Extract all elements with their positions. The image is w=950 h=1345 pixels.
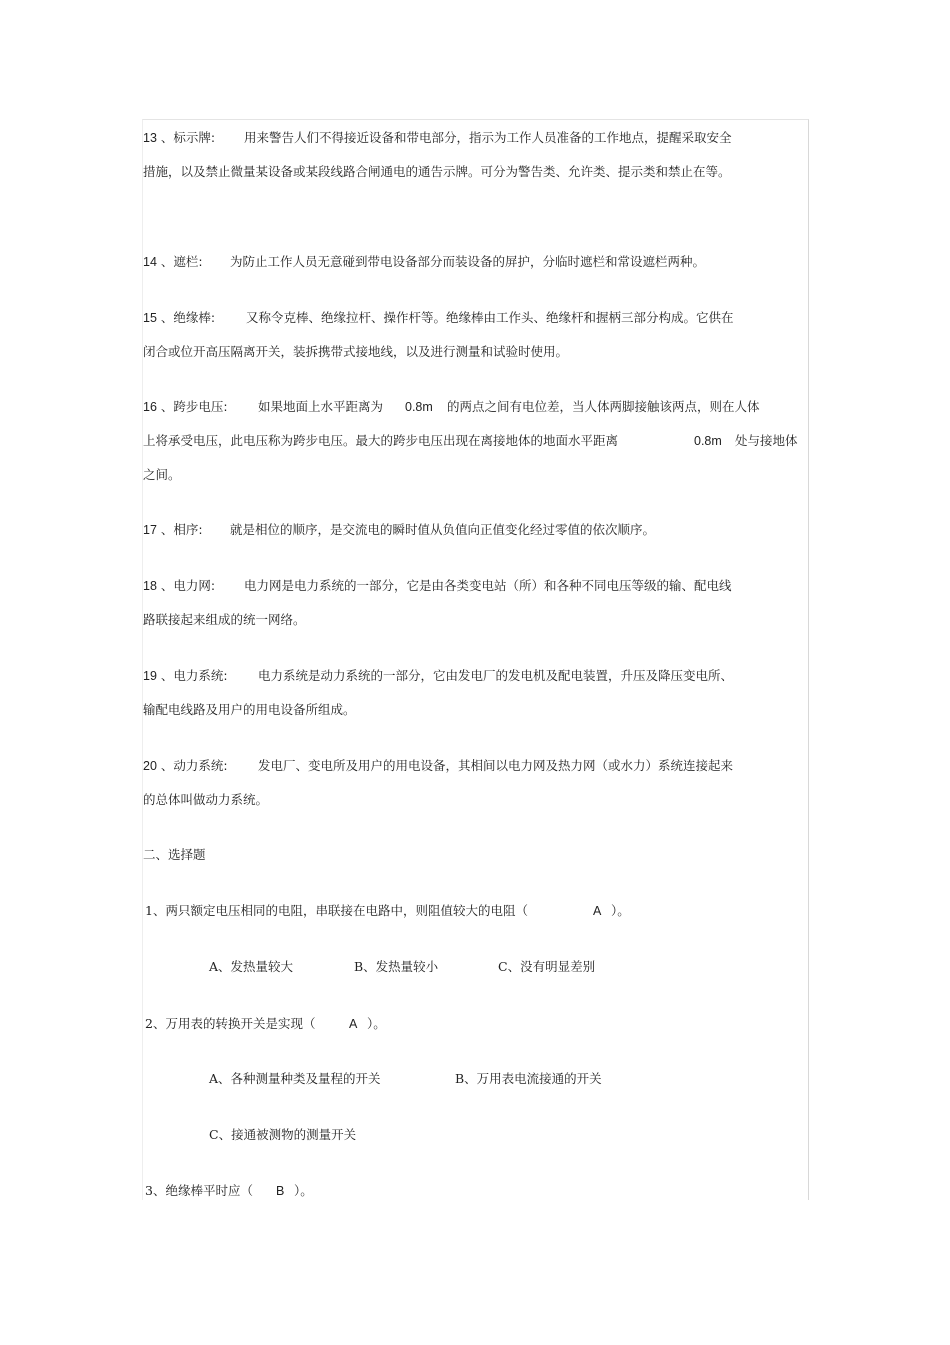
definition-number: 15: [143, 311, 157, 325]
definition-term: 、遮栏:: [160, 254, 203, 269]
question-2-option-c: C、接通被测物的测量开关: [209, 1127, 357, 1142]
definition-term: 、动力系统:: [160, 758, 228, 773]
definition-text: 电力网是电力系统的一部分，它是由各类变电站（所）和各种不同电压等级的输、配电线: [244, 578, 732, 593]
definition-number: 13: [143, 131, 157, 145]
definition-text: 措施，以及禁止微量某设备或某段线路合闸通电的通告示牌。可分为警告类、允许类、提示类和禁止在等。: [143, 164, 731, 179]
definition-text: 路联接起来组成的统一网络。: [143, 612, 306, 627]
definition-text: 电力系统是动力系统的一部分，它由发电厂的发电机及配电装置，升压及降压变电所、: [258, 668, 734, 683]
distance-value: 0.8m: [694, 434, 722, 448]
question-1-option-b: B、发热量较小: [354, 959, 439, 974]
definition-number: 19: [143, 669, 157, 683]
question-1-option-c: C、没有明显差别: [498, 959, 596, 974]
definition-term: 、电力系统:: [160, 668, 228, 683]
question-2-option-a: A、各种测量种类及量程的开关: [209, 1071, 381, 1086]
page-frame: [142, 119, 809, 1200]
definition-19-line-1: [143, 668, 228, 684]
definition-text: 又称令克棒、绝缘拉杆、操作杆等。绝缘棒由工作头、绝缘杆和握柄三部分构成。它供在: [246, 310, 734, 325]
question-3-close: ）。: [294, 1183, 313, 1198]
definition-text: 上将承受电压，此电压称为跨步电压。最大的跨步电压出现在离接地体的地面水平距离: [143, 433, 619, 448]
definition-term: 、跨步电压:: [160, 399, 228, 414]
question-2-close: ）。: [367, 1016, 386, 1031]
question-3-stem: 3、绝缘棒平时应（: [145, 1183, 253, 1198]
definition-text: 的总体叫做动力系统。: [143, 792, 269, 807]
definition-number: 18: [143, 579, 157, 593]
definition-term: 、标示牌:: [160, 130, 216, 145]
definition-number: 17: [143, 523, 157, 537]
definition-term: 、相序:: [160, 522, 203, 537]
question-2-answer: A: [349, 1017, 358, 1031]
definition-term: 、电力网:: [160, 578, 216, 593]
question-1-stem: 1、两只额定电压相同的电阻，串联接在电路中，则阻值较大的电阻（: [145, 903, 528, 918]
definition-term: 、绝缘棒:: [160, 310, 216, 325]
question-1-option-a: A、发热量较大: [209, 959, 294, 974]
question-3-answer: B: [276, 1184, 285, 1198]
definition-text: 闭合或位开高压隔离开关，装拆携带式接地线，以及进行测量和试验时使用。: [143, 344, 569, 359]
question-1-close: ）。: [611, 903, 630, 918]
definition-13-line-1: [143, 130, 215, 146]
definition-20-line-1: [143, 758, 228, 774]
definition-text: 为防止工作人员无意碰到带电设备部分而装设备的屏护，分临时遮栏和常设遮栏两种。: [230, 254, 706, 269]
definition-17-line-1: [143, 522, 203, 538]
definition-16-line-1: [143, 399, 228, 415]
definition-14-line-1: [143, 254, 203, 270]
definition-text: 处与接地体: [735, 433, 798, 448]
question-2-option-b: B、万用表电流接通的开关: [455, 1071, 602, 1086]
definition-text: 输配电线路及用户的用电设备所组成。: [143, 702, 356, 717]
definition-text: 用来警告人们不得接近设备和带电部分，指示为工作人员准备的工作地点，提醒采取安全: [244, 130, 732, 145]
question-1-answer: A: [593, 904, 602, 918]
definition-15-line-1: [143, 310, 215, 326]
definition-text: 就是相位的顺序，是交流电的瞬时值从负值向正值变化经过零值的依次顺序。: [230, 522, 656, 537]
definition-text: 如果地面上水平距离为: [258, 399, 384, 414]
definition-number: 14: [143, 255, 157, 269]
definition-number: 16: [143, 400, 157, 414]
question-2-stem: 2、万用表的转换开关是实现（: [145, 1016, 316, 1031]
distance-value: 0.8m: [405, 400, 433, 414]
section-heading: 二、选择题: [143, 847, 206, 862]
definition-text: 的两点之间有电位差，当人体两脚接触该两点，则在人体: [447, 399, 760, 414]
definition-text: 发电厂、变电所及用户的用电设备，其相间以电力网及热力网（或水力）系统连接起来: [258, 758, 734, 773]
definition-18-line-1: [143, 578, 215, 594]
definition-text: 之间。: [143, 467, 181, 482]
definition-number: 20: [143, 759, 157, 773]
